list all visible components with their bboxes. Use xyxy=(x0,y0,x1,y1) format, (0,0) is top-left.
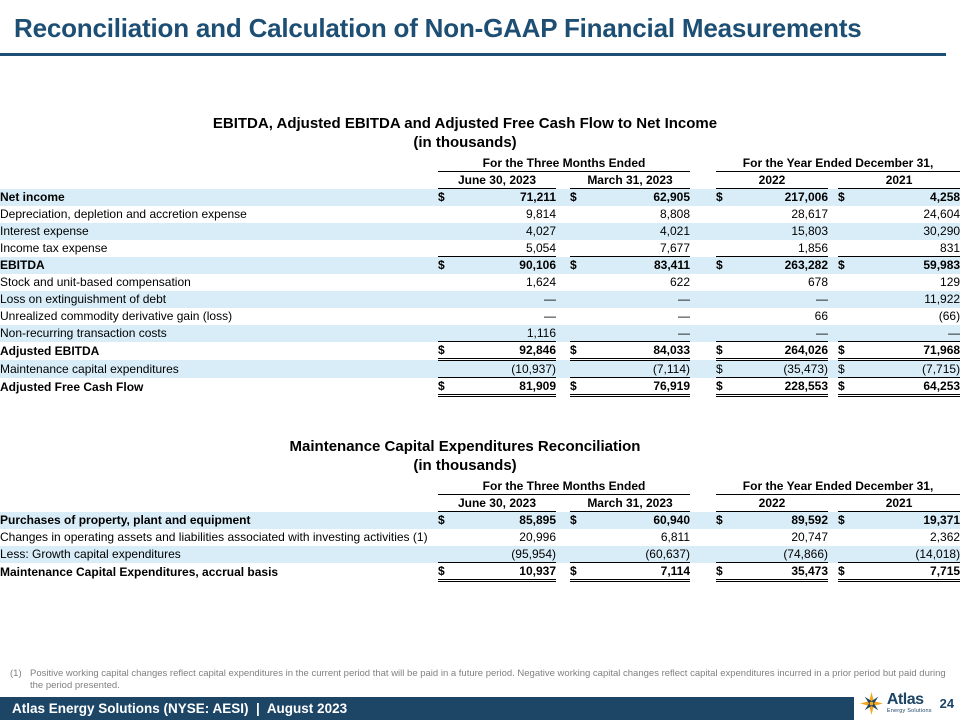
currency-sign: $ xyxy=(716,257,736,274)
currency-sign: $ xyxy=(838,342,858,360)
column-group-header: For the Three Months Ended xyxy=(438,155,690,172)
currency-sign: $ xyxy=(570,342,590,360)
atlas-logo-name: Atlas xyxy=(886,690,924,708)
financial-table xyxy=(0,478,960,582)
column-header-row xyxy=(0,495,960,512)
currency-sign xyxy=(570,274,590,291)
spacer xyxy=(828,378,838,396)
table-title: Maintenance Capital Expenditures Reconciliation xyxy=(289,438,641,455)
cell-value: 20,996 xyxy=(519,530,556,544)
cell-value: 7,715 xyxy=(858,563,960,581)
spacer xyxy=(828,360,838,378)
spacer xyxy=(556,512,570,529)
spacer xyxy=(556,223,570,240)
currency-sign: $ xyxy=(570,257,590,274)
currency-sign: $ xyxy=(570,563,590,581)
currency-sign: $ xyxy=(716,342,736,360)
cell-value: 1,624 xyxy=(525,275,556,289)
spacer xyxy=(690,240,716,257)
table-row xyxy=(0,206,960,223)
spacer xyxy=(828,274,838,291)
spacer xyxy=(690,155,716,172)
cell-value: 62,905 xyxy=(590,189,690,206)
currency-sign: $ xyxy=(838,189,858,206)
cell-value: 92,846 xyxy=(458,342,556,360)
cell-value: 7,114 xyxy=(590,563,690,581)
spacer xyxy=(0,155,438,172)
cell-value: 35,473 xyxy=(736,563,828,581)
spacer xyxy=(828,240,838,257)
cell-value: (60,637) xyxy=(590,546,690,563)
table-row xyxy=(0,308,960,325)
currency-sign: $ xyxy=(716,189,736,206)
currency-sign xyxy=(438,274,458,291)
spacer xyxy=(556,240,570,257)
spacer xyxy=(828,563,838,581)
currency-sign xyxy=(570,291,590,308)
column-group-header: For the Year Ended December 31, xyxy=(716,478,960,495)
currency-sign xyxy=(438,308,458,325)
table-row xyxy=(0,342,960,360)
currency-sign xyxy=(838,274,858,291)
row-label: Less: Growth capital expenditures xyxy=(0,546,438,563)
spacer xyxy=(690,378,716,396)
financial-table xyxy=(0,155,960,397)
spacer xyxy=(556,529,570,546)
currency-sign: $ xyxy=(838,563,858,581)
cell-value: 81,909 xyxy=(458,378,556,396)
spacer xyxy=(690,206,716,223)
table-row xyxy=(0,546,960,563)
currency-sign: $ xyxy=(838,378,858,396)
cell-value: 129 xyxy=(940,275,960,289)
currency-sign: $ xyxy=(438,257,458,274)
spacer xyxy=(690,257,716,274)
cell-value: 4,021 xyxy=(590,223,690,240)
spacer xyxy=(0,478,438,495)
row-label: Depreciation, depletion and accretion expense xyxy=(0,207,247,221)
currency-sign xyxy=(438,223,458,240)
spacer xyxy=(690,360,716,378)
currency-sign xyxy=(438,546,458,563)
cell-value: 4,027 xyxy=(458,223,556,240)
page-number: 24 xyxy=(939,695,955,711)
currency-sign xyxy=(716,223,736,240)
row-label: Unrealized commodity derivative gain (loss) xyxy=(0,309,233,323)
cell-value: 83,411 xyxy=(590,257,690,274)
table-title: EBITDA, Adjusted EBITDA and Adjusted Free Cash Flow to Net Income xyxy=(212,115,718,132)
spacer xyxy=(828,291,838,308)
column-header: 2022 xyxy=(716,172,828,189)
currency-sign xyxy=(838,291,858,308)
currency-sign: $ xyxy=(438,563,458,581)
cell-value: (74,866) xyxy=(736,546,828,563)
column-header: March 31, 2023 xyxy=(570,172,690,189)
currency-sign xyxy=(570,240,590,257)
cell-value: 217,006 xyxy=(736,189,828,206)
cell-value: 66 xyxy=(814,309,829,323)
cell-value: — xyxy=(590,291,690,308)
spacer xyxy=(690,563,716,581)
currency-sign xyxy=(438,529,458,546)
currency-sign xyxy=(716,240,736,257)
cell-value: 9,814 xyxy=(525,207,556,221)
spacer xyxy=(0,495,438,512)
currency-sign xyxy=(438,240,458,257)
column-group-row xyxy=(0,155,960,172)
title-divider xyxy=(0,53,946,56)
cell-value: 10,937 xyxy=(458,563,556,581)
cell-value: 228,553 xyxy=(736,378,828,396)
spacer xyxy=(690,308,716,325)
cell-value: 20,747 xyxy=(791,530,829,544)
currency-sign: $ xyxy=(716,512,736,529)
currency-sign xyxy=(570,360,590,378)
cell-value: — xyxy=(736,291,828,308)
column-group-header: For the Year Ended December 31, xyxy=(716,155,960,172)
spacer xyxy=(556,257,570,274)
table-row xyxy=(0,257,960,274)
cell-value: 678 xyxy=(807,275,829,289)
currency-sign: $ xyxy=(838,360,858,378)
currency-sign xyxy=(438,325,458,342)
currency-sign xyxy=(438,291,458,308)
currency-sign: $ xyxy=(716,378,736,396)
spacer xyxy=(556,378,570,396)
spacer xyxy=(690,529,716,546)
spacer xyxy=(556,274,570,291)
currency-sign xyxy=(570,308,590,325)
spacer xyxy=(690,172,716,189)
spacer xyxy=(690,325,716,342)
cell-value: 60,940 xyxy=(590,512,690,529)
currency-sign xyxy=(838,529,858,546)
atlas-logo-subtext: Energy Solutions xyxy=(886,707,932,714)
spacer xyxy=(828,342,838,360)
spacer xyxy=(556,172,570,189)
table-row xyxy=(0,529,960,546)
cell-value: 7,677 xyxy=(590,240,690,257)
spacer xyxy=(690,478,716,495)
cell-value: 11,922 xyxy=(858,291,960,308)
spacer xyxy=(556,342,570,360)
row-label: Non-recurring transaction costs xyxy=(0,325,438,342)
table-row xyxy=(0,240,960,257)
currency-sign xyxy=(838,223,858,240)
currency-sign: $ xyxy=(570,189,590,206)
cell-value: — xyxy=(458,291,556,308)
cell-value: (95,954) xyxy=(458,546,556,563)
cell-value: 84,033 xyxy=(590,342,690,360)
row-label: Maintenance capital expenditures xyxy=(0,360,438,378)
cell-value: — xyxy=(678,309,691,323)
table-row xyxy=(0,325,960,342)
cell-value: 24,604 xyxy=(923,207,960,221)
spacer xyxy=(828,512,838,529)
cell-value: (7,715) xyxy=(858,360,960,378)
cell-value: (14,018) xyxy=(858,546,960,563)
currency-sign xyxy=(716,529,736,546)
cell-value: 90,106 xyxy=(458,257,556,274)
spacer xyxy=(828,546,838,563)
table-row xyxy=(0,274,960,291)
footnote-text: Positive working capital changes reflect capital expenditures in the current period that will be paid in a future period. Negative working capital changes reflect capital expenditures incurred in a prior period but paid during the period presented. xyxy=(30,668,946,692)
cell-value: 30,290 xyxy=(858,223,960,240)
currency-sign xyxy=(716,308,736,325)
column-header: June 30, 2023 xyxy=(438,495,556,512)
footer-text: Atlas Energy Solutions (NYSE: AESI) | August 2023 xyxy=(12,701,348,716)
currency-sign: $ xyxy=(438,342,458,360)
column-header: March 31, 2023 xyxy=(570,495,690,512)
currency-sign xyxy=(716,325,736,342)
currency-sign: $ xyxy=(838,512,858,529)
spacer xyxy=(828,189,838,206)
row-label: Maintenance Capital Expenditures, accrual basis xyxy=(0,564,279,579)
cell-value: (35,473) xyxy=(736,360,828,378)
currency-sign xyxy=(716,291,736,308)
currency-sign xyxy=(438,360,458,378)
cell-value: (66) xyxy=(938,309,960,323)
spacer xyxy=(828,172,838,189)
cell-value: 263,282 xyxy=(736,257,828,274)
cell-value: 64,253 xyxy=(858,378,960,396)
currency-sign: $ xyxy=(570,512,590,529)
cell-value: 76,919 xyxy=(590,378,690,396)
cell-value: 8,808 xyxy=(659,207,691,221)
cell-value: 28,617 xyxy=(791,207,829,221)
column-group-header: For the Three Months Ended xyxy=(438,478,690,495)
footnote xyxy=(10,668,954,693)
row-label: Loss on extinguishment of debt xyxy=(0,291,438,308)
currency-sign xyxy=(716,206,736,223)
column-header-row xyxy=(0,172,960,189)
spacer xyxy=(690,291,716,308)
atlas-starburst-icon xyxy=(860,692,883,715)
cell-value: 4,258 xyxy=(858,189,960,206)
cell-value: 71,968 xyxy=(858,342,960,360)
spacer xyxy=(690,274,716,291)
footnote-marker: (1) xyxy=(10,668,22,679)
column-header: 2021 xyxy=(838,172,960,189)
cell-value: — xyxy=(736,325,828,342)
row-label: Stock and unit-based compensation xyxy=(0,275,191,289)
spacer xyxy=(828,495,838,512)
capex-reconciliation-section xyxy=(0,437,960,582)
table-row xyxy=(0,360,960,378)
currency-sign xyxy=(838,240,858,257)
cell-value: 19,371 xyxy=(858,512,960,529)
row-label: Interest expense xyxy=(0,223,438,240)
spacer xyxy=(556,495,570,512)
cell-value: 1,856 xyxy=(736,240,828,257)
cell-value: — xyxy=(858,325,960,342)
column-header: 2022 xyxy=(716,495,828,512)
currency-sign: $ xyxy=(716,360,736,378)
page-title: Reconciliation and Calculation of Non-GAAP Financial Measurements xyxy=(14,13,862,43)
cell-value: — xyxy=(590,325,690,342)
spacer xyxy=(556,308,570,325)
row-label: Adjusted EBITDA xyxy=(0,343,100,358)
cell-value: 6,811 xyxy=(660,530,691,544)
row-label: Adjusted Free Cash Flow xyxy=(0,379,144,394)
table-row xyxy=(0,563,960,581)
spacer xyxy=(690,223,716,240)
currency-sign xyxy=(838,325,858,342)
spacer xyxy=(828,206,838,223)
currency-sign xyxy=(838,206,858,223)
row-label: Income tax expense xyxy=(0,241,108,255)
currency-sign xyxy=(716,274,736,291)
spacer xyxy=(556,325,570,342)
spacer xyxy=(828,325,838,342)
spacer xyxy=(690,495,716,512)
currency-sign: $ xyxy=(438,189,458,206)
currency-sign: $ xyxy=(838,257,858,274)
currency-sign xyxy=(438,206,458,223)
row-label: Net income xyxy=(0,189,438,206)
cell-value: 59,983 xyxy=(858,257,960,274)
cell-value: — xyxy=(544,309,556,323)
cell-value: 831 xyxy=(858,240,960,257)
spacer xyxy=(690,189,716,206)
currency-sign xyxy=(570,223,590,240)
column-header: June 30, 2023 xyxy=(438,172,556,189)
currency-sign xyxy=(570,206,590,223)
spacer xyxy=(690,342,716,360)
spacer xyxy=(556,206,570,223)
spacer xyxy=(828,308,838,325)
currency-sign xyxy=(570,529,590,546)
currency-sign: $ xyxy=(716,563,736,581)
spacer xyxy=(690,512,716,529)
row-label: EBITDA xyxy=(0,257,438,274)
spacer xyxy=(828,223,838,240)
footer-bar xyxy=(0,697,960,720)
currency-sign: $ xyxy=(438,378,458,396)
spacer xyxy=(556,189,570,206)
spacer xyxy=(556,546,570,563)
table-subtitle: (in thousands) xyxy=(413,457,517,474)
table-subtitle: (in thousands) xyxy=(413,134,517,151)
table-row xyxy=(0,223,960,240)
cell-value: 622 xyxy=(669,275,691,289)
atlas-logo-text xyxy=(887,692,932,715)
ebitda-reconciliation-section xyxy=(0,114,960,397)
currency-sign xyxy=(570,546,590,563)
currency-sign xyxy=(838,546,858,563)
table-row xyxy=(0,189,960,206)
row-label: Purchases of property, plant and equipment xyxy=(0,512,438,529)
currency-sign xyxy=(570,325,590,342)
cell-value: (7,114) xyxy=(590,360,690,378)
cell-value: 1,116 xyxy=(458,325,556,342)
currency-sign: $ xyxy=(438,512,458,529)
cell-value: 85,895 xyxy=(458,512,556,529)
spacer xyxy=(556,360,570,378)
cell-value: 89,592 xyxy=(736,512,828,529)
table-row xyxy=(0,378,960,396)
cell-value: 5,054 xyxy=(458,240,556,257)
cell-value: (10,937) xyxy=(458,360,556,378)
spacer xyxy=(556,563,570,581)
currency-sign: $ xyxy=(570,378,590,396)
currency-sign xyxy=(716,546,736,563)
row-label: Changes in operating assets and liabilities associated with investing activities (1) xyxy=(0,530,428,544)
currency-sign xyxy=(838,308,858,325)
column-header: 2021 xyxy=(838,495,960,512)
column-group-row xyxy=(0,478,960,495)
cell-value: 71,211 xyxy=(458,189,556,206)
atlas-logo xyxy=(854,686,960,720)
cell-value: 15,803 xyxy=(736,223,828,240)
cell-value: 2,362 xyxy=(930,530,960,544)
table-row xyxy=(0,512,960,529)
spacer xyxy=(556,291,570,308)
table-row xyxy=(0,291,960,308)
spacer xyxy=(690,546,716,563)
cell-value: 264,026 xyxy=(736,342,828,360)
spacer xyxy=(0,172,438,189)
spacer xyxy=(828,529,838,546)
spacer xyxy=(828,257,838,274)
